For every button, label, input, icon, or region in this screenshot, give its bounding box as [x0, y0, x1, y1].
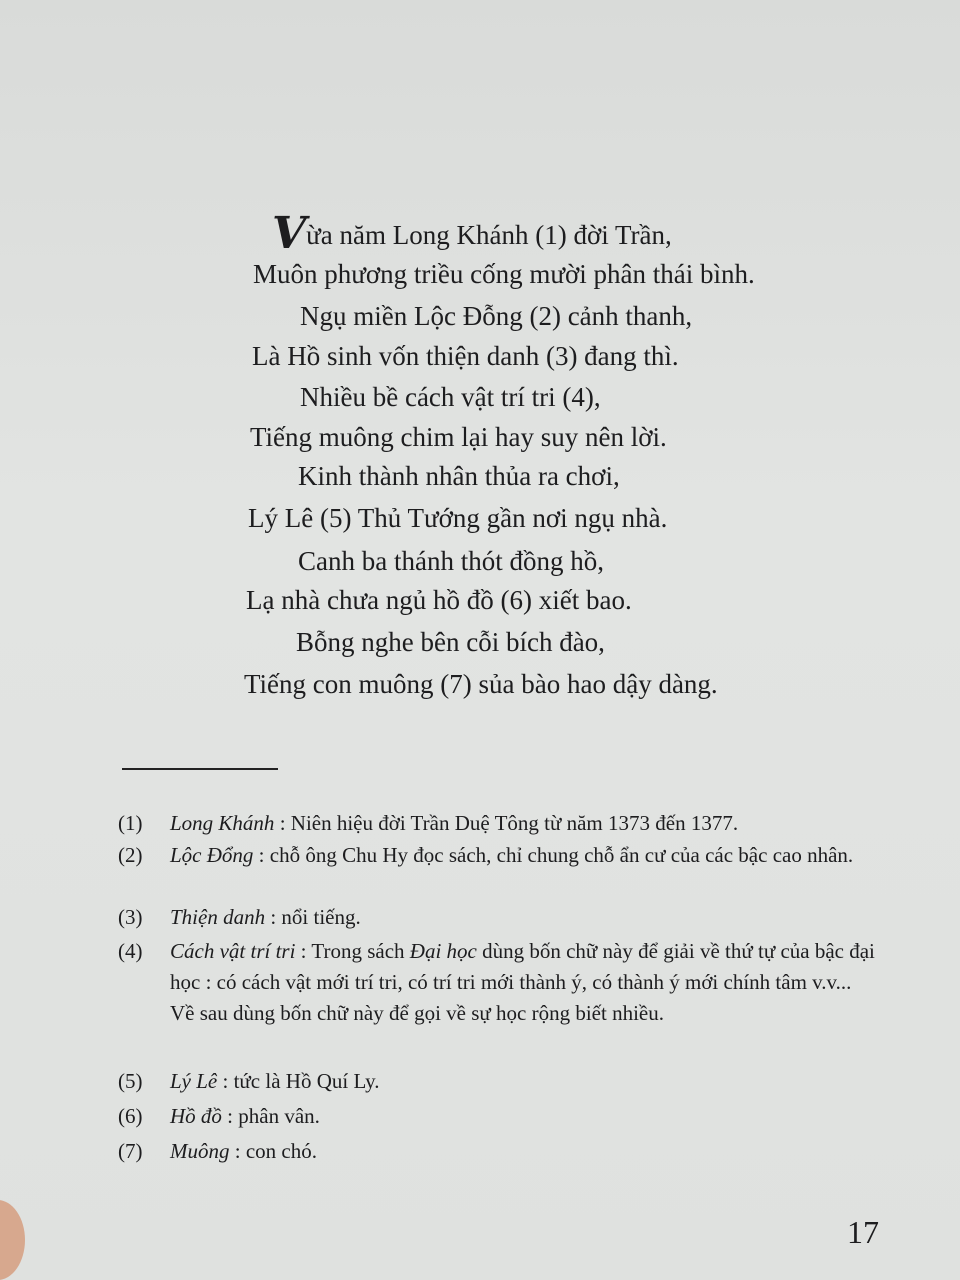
- footnote-2: [118, 840, 878, 871]
- footnote-number: (3): [118, 905, 143, 929]
- footnote-5: [118, 1066, 878, 1097]
- footnote-term: Long Khánh: [170, 811, 275, 835]
- footnote-7: [118, 1136, 878, 1167]
- poem-line-7: Kinh thành nhân thủa ra chơi,: [298, 461, 620, 491]
- footnote-text-cont: dùng bốn chữ này để giải về thứ tự của bậc đại học : có cách vật mới trí tri, có trí tri mới thành ý, có thành ý mới chính tâm v.v... Về sau dùng bốn chữ này để gọi về sự học rộng biết nhiều.: [170, 939, 875, 1025]
- footnote-4: [118, 936, 878, 1029]
- footnote-number: (2): [118, 843, 143, 867]
- footnote-term: Lộc Đổng: [170, 843, 254, 867]
- footnote-text: : nổi tiếng.: [265, 905, 361, 929]
- poem-line-5: Nhiều bề cách vật trí tri (4),: [300, 382, 601, 412]
- footnote-number: (4): [118, 939, 143, 963]
- footnote-term: Cách vật trí tri: [170, 939, 296, 963]
- footnote-term: Muông: [170, 1139, 230, 1163]
- footnote-number: (6): [118, 1104, 143, 1128]
- poem-line-1: [272, 208, 672, 259]
- poem-line-3: Ngụ miền Lộc Đỗng (2) cảnh thanh,: [300, 301, 693, 331]
- poem-line-9: Canh ba thánh thót đồng hồ,: [298, 546, 604, 576]
- footnote-term-book: Đại học: [409, 939, 477, 963]
- footnote-divider: [122, 768, 278, 770]
- poem-line-12: Tiếng con muông (7) sủa bào hao dậy dàng.: [244, 669, 718, 699]
- footnote-text: : tức là Hồ Quí Ly.: [217, 1069, 380, 1093]
- footnote-number: (7): [118, 1139, 143, 1163]
- footnote-number: (5): [118, 1069, 143, 1093]
- poem-line-2: Muôn phương triều cống mười phân thái bình.: [253, 259, 755, 289]
- footnote-text: : phân vân.: [221, 1104, 320, 1128]
- footnote-term: Hồ đồ: [170, 1104, 222, 1128]
- poem-line-11: Bỗng nghe bên cỗi bích đào,: [296, 627, 605, 657]
- footnote-1: [118, 808, 878, 839]
- poem-line-1-text: ừa năm Long Khánh (1) đời Trần,: [306, 220, 672, 250]
- footnote-text: : Trong sách: [295, 939, 410, 963]
- page-number: 17: [847, 1214, 879, 1250]
- poem-line-10: Lạ nhà chưa ngủ hồ đồ (6) xiết bao.: [246, 585, 632, 615]
- footnote-term: Lý Lê: [170, 1069, 218, 1093]
- footnote-3: [118, 902, 878, 933]
- footnote-number: (1): [118, 811, 143, 835]
- footnote-6: [118, 1101, 878, 1132]
- footnote-text: : chỗ ông Chu Hy đọc sách, chỉ chung chỗ ẩn cư của các bậc cao nhân.: [253, 843, 854, 867]
- footnote-text: : Niên hiệu đời Trần Duệ Tông từ năm 1373 đến 1377.: [274, 811, 739, 835]
- poem-line-8: Lý Lê (5) Thủ Tướng gần nơi ngụ nhà.: [248, 503, 668, 533]
- drop-cap: V: [272, 208, 307, 259]
- footnote-text: : con chó.: [229, 1139, 317, 1163]
- poem-line-6: Tiếng muông chim lại hay suy nên lời.: [250, 422, 667, 452]
- footnote-term: Thiện danh: [170, 905, 266, 929]
- thumb-at-edge: [0, 1200, 25, 1280]
- poem-line-4: Là Hồ sinh vốn thiện danh (3) đang thì.: [252, 341, 679, 371]
